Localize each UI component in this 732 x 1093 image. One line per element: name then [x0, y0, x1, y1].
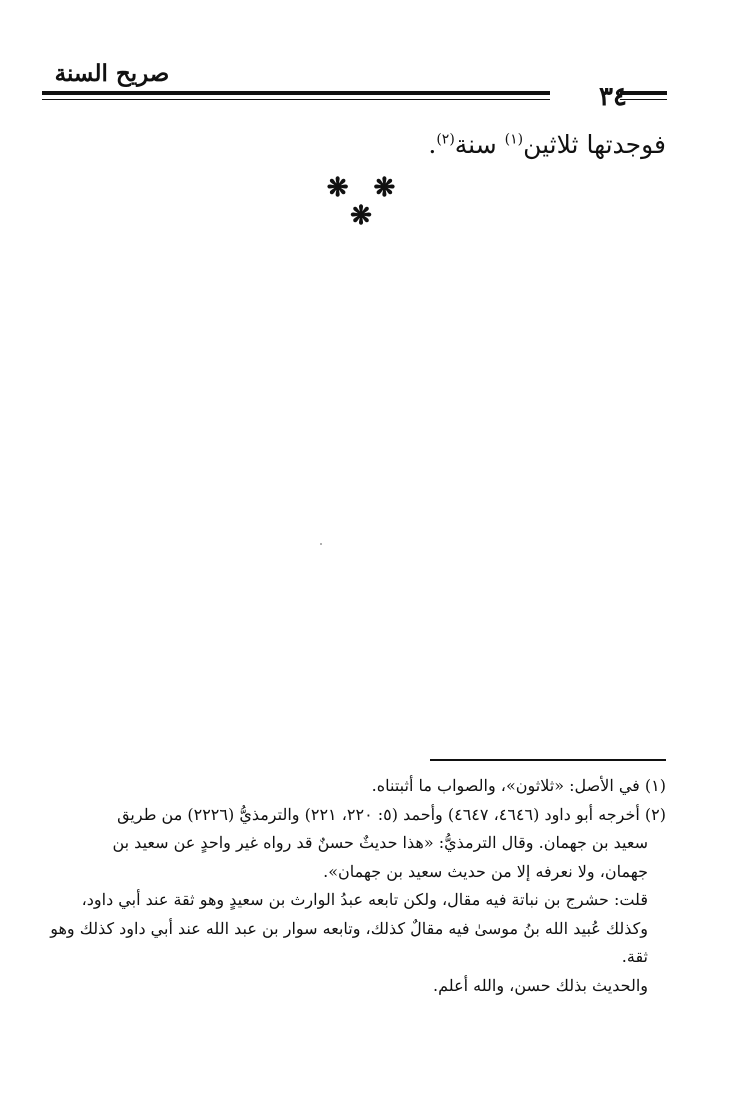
main-text-segment: فوجدتها ثلاثين: [523, 130, 666, 159]
header-rule-short-thick: [620, 91, 667, 95]
footnote-rule: [430, 759, 666, 761]
footnote-line: سعيد بن جهمان. وقال الترمذيُّ: «هذا حديثٌ حسنٌ قد رواه غير واحدٍ عن سعيد بن: [112, 833, 648, 852]
footnote-line: (١) في الأصل: «ثلاثون»، والصواب ما أثبتناه.: [371, 776, 666, 795]
running-title: صريح السنة: [54, 60, 170, 87]
header-rule-short-thin: [620, 99, 667, 100]
header-rule-thick: [42, 91, 550, 95]
section-separator: ❋ ❋ ❋: [326, 173, 404, 231]
page-number: ٣٤: [599, 82, 627, 112]
footnote-ref-2: (٢): [436, 131, 455, 148]
footnote-line: قلت: حشرج بن نباتة فيه مقال، ولكن تابعه عبدُ الوارث بن سعيدٍ وهو ثقة عند أبي داود،: [81, 890, 648, 909]
footnote-line: والحديث بذلك حسن، والله أعلم.: [433, 975, 648, 995]
scan-speck: [320, 543, 322, 545]
footnote-line: ثقة.: [621, 947, 648, 966]
main-text-segment: سنة: [454, 130, 505, 159]
main-text-end: .: [428, 130, 437, 159]
main-text-line: [66, 127, 666, 163]
footnote-line: جهمان، ولا نعرفه إلا من حديث سعيد بن جهمان».: [323, 861, 648, 881]
footnote-ref-1: (١): [504, 131, 524, 148]
header-rule-thin: [42, 99, 550, 100]
footnotes: [40, 772, 666, 1000]
footnote-line: وكذلك عُبيد الله بنُ موسىٰ فيه مقالٌ كذلك، وتابعه سوار بن عبد الله عند أبي داود كذلك وهو: [50, 918, 648, 938]
footnote-line: (٢) أخرجه أبو داود (٤٦٤٦، ٤٦٤٧) وأحمد (٥: ٢٢٠، ٢٢١) والترمذيُّ (٢٢٢٦) من طريق: [117, 804, 666, 824]
